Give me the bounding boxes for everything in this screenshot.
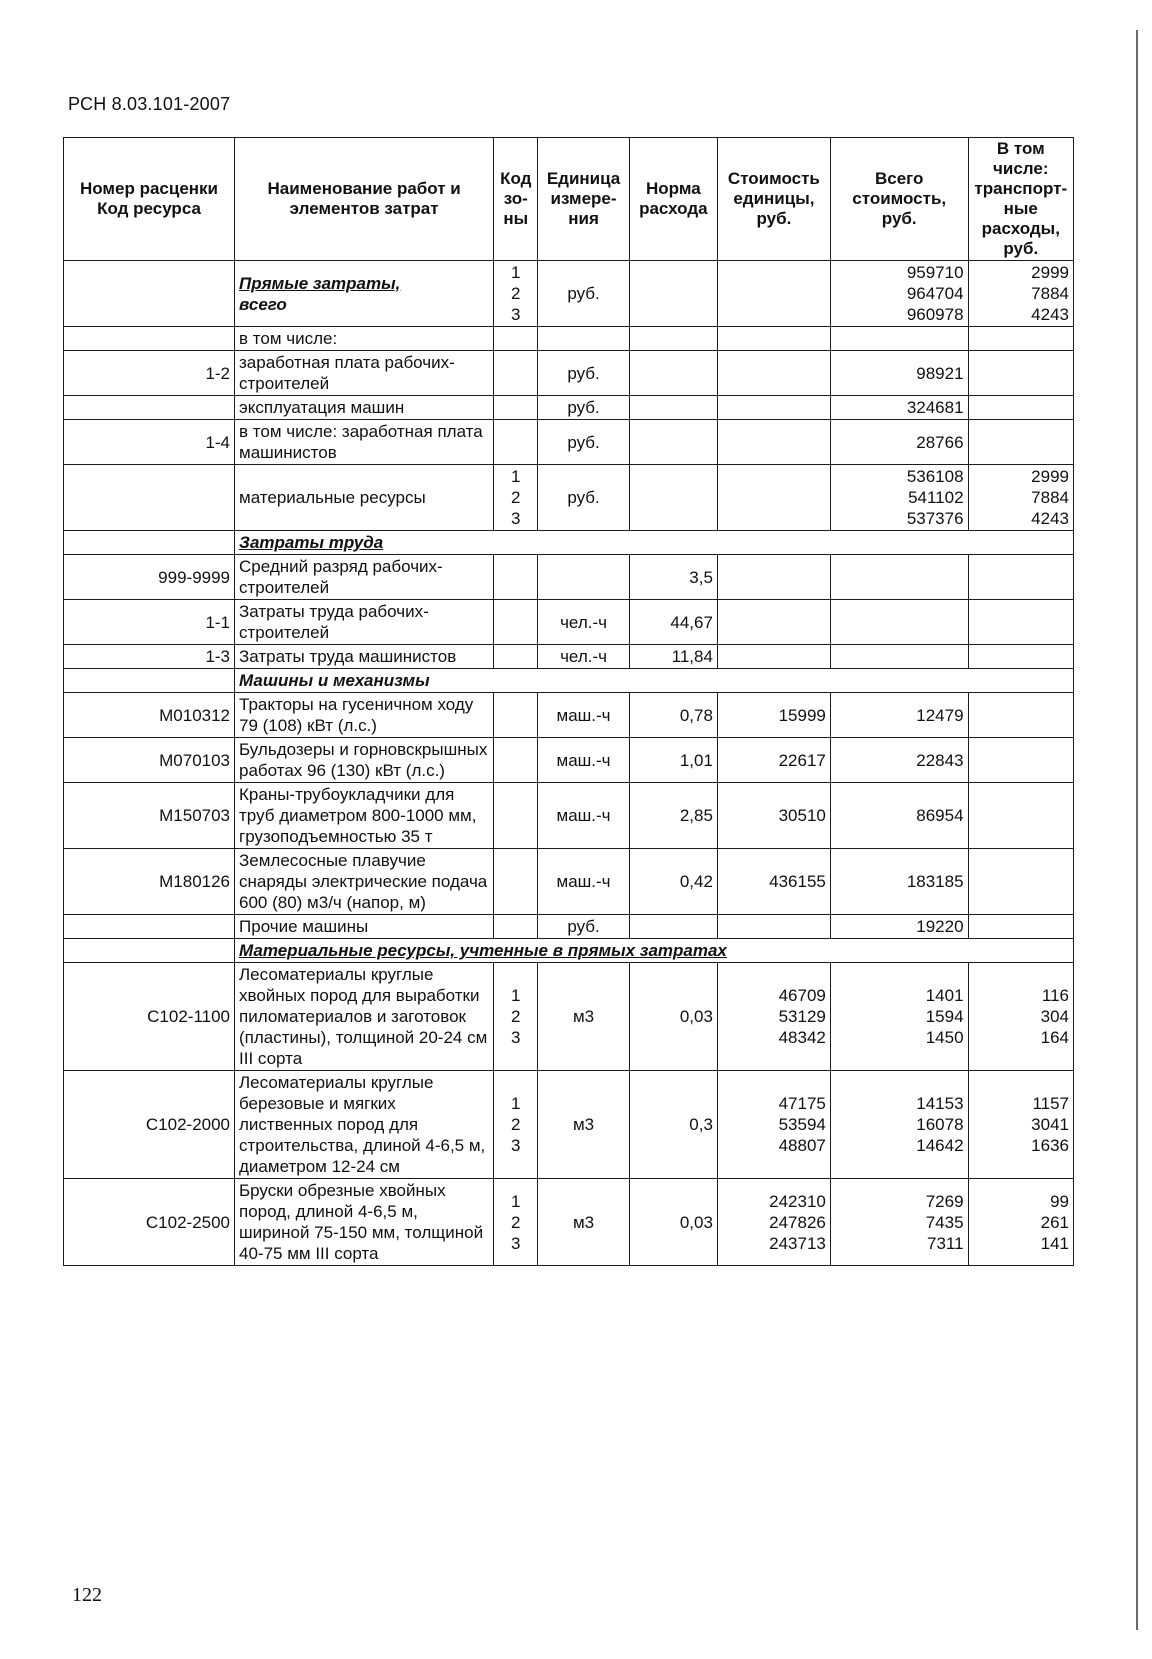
row-total: 324681 (830, 396, 968, 420)
zone-value: 1 (511, 467, 521, 486)
row-norm: 0,03 (629, 963, 717, 1071)
transport-value: 4243 (1031, 305, 1069, 324)
row-code: С102-1100 (64, 963, 235, 1071)
row-unit: руб. (538, 351, 629, 396)
unit-cost-value: 53129 (778, 1007, 826, 1026)
row-name: Затраты труда рабочих-строителей (235, 600, 494, 645)
section-row (64, 669, 1074, 693)
table-row (64, 783, 1074, 849)
row-code: 1-2 (64, 351, 235, 396)
unit-cost-value: 47175 (778, 1094, 826, 1113)
row-unit-cost (717, 261, 830, 327)
total-value: 960978 (906, 305, 964, 324)
direct-costs-title: Прямые затраты, (239, 273, 401, 293)
row-zones (494, 1179, 538, 1266)
transport-value: 164 (1040, 1028, 1069, 1047)
row-unit: маш.-ч (538, 783, 629, 849)
row-total: 28766 (830, 420, 968, 465)
transport-value: 261 (1040, 1212, 1069, 1232)
section-row (64, 939, 1074, 963)
row-unit: руб. (538, 396, 629, 420)
including-label: в том числе: (235, 327, 494, 351)
row-unit-cost: 30510 (717, 783, 830, 849)
section-title-materials: Материальные ресурсы, учтенные в прямых затратах (235, 939, 1074, 963)
unit-cost-value: 243713 (769, 1233, 826, 1253)
transport-value: 116 (1041, 986, 1069, 1005)
table-row (64, 396, 1074, 420)
total-value: 7435 (925, 1212, 964, 1232)
zone-value: 1 (511, 986, 521, 1005)
table-row (64, 261, 1074, 327)
transport-value: 304 (1040, 1007, 1069, 1026)
row-unit: м3 (538, 1179, 629, 1266)
row-norm: 0,42 (629, 849, 717, 915)
row-norm: 44,67 (629, 600, 717, 645)
row-totals (830, 1071, 968, 1179)
table-row (64, 465, 1074, 531)
header-name: Наименование работ и элементов затрат (235, 138, 494, 261)
zone-value: 2 (511, 1115, 521, 1134)
header-norm: Норма расхода (629, 138, 717, 261)
cost-table (63, 137, 1074, 1266)
row-name: Землесосные плавучие снаряды электрические подача 600 (80) м3/ч (напор, м) (235, 849, 494, 915)
unit-cost-value: 53594 (778, 1115, 826, 1134)
unit-cost-value: 48342 (778, 1028, 826, 1047)
page-edge-line (1136, 30, 1138, 1630)
row-code: 999-9999 (64, 555, 235, 600)
row-unit: м3 (538, 1071, 629, 1179)
zone-value: 2 (511, 1212, 521, 1232)
zone-value: 3 (511, 1136, 521, 1155)
unit-cost-value: 46709 (778, 986, 826, 1005)
total-value: 1450 (925, 1028, 964, 1047)
row-name: в том числе: заработная плата машинистов (235, 420, 494, 465)
transport-value: 3041 (1031, 1115, 1069, 1134)
table-row (64, 420, 1074, 465)
row-total: 19220 (830, 915, 968, 939)
table-row (64, 645, 1074, 669)
total-value: 541102 (908, 488, 964, 507)
row-code: 1-1 (64, 600, 235, 645)
unit-cost-value: 242310 (769, 1191, 826, 1211)
row-code: М150703 (64, 783, 235, 849)
row-total: 12479 (830, 693, 968, 738)
row-total: 22843 (830, 738, 968, 783)
transport-value: 1157 (1032, 1094, 1069, 1113)
transport-value: 2999 (1031, 467, 1069, 486)
zone-value: 2 (511, 488, 521, 507)
total-value: 537376 (906, 509, 964, 528)
header-zone: Код зо-ны (494, 138, 538, 261)
row-unit: руб. (538, 420, 629, 465)
row-name: Бруски обрезные хвойных пород, длиной 4-6,5 м, шириной 75-150 мм, толщиной 40-75 мм III сорта (235, 1179, 494, 1266)
total-value: 959710 (906, 263, 964, 282)
row-unit: маш.-ч (538, 849, 629, 915)
table-row (64, 600, 1074, 645)
row-totals (830, 1179, 968, 1266)
row-total: 98921 (830, 351, 968, 396)
row-unit: маш.-ч (538, 693, 629, 738)
page-number: 122 (72, 1584, 102, 1606)
row-code: М070103 (64, 738, 235, 783)
zone-value: 1 (511, 1191, 521, 1211)
row-name: Лесоматериалы круглые березовые и мягких лиственных пород для строительства, длиной 4-6,5 м, диаметром 12-24 см (235, 1071, 494, 1179)
total-value: 964704 (906, 284, 964, 303)
row-transport (968, 1179, 1073, 1266)
zone-value: 3 (511, 1233, 521, 1253)
row-unit: чел.-ч (538, 600, 629, 645)
row-total: 183185 (830, 849, 968, 915)
table-row (64, 693, 1074, 738)
transport-value: 2999 (1031, 263, 1069, 282)
table-row (64, 1071, 1074, 1179)
transport-value: 99 (1050, 1191, 1069, 1211)
row-name: Прочие машины (235, 915, 494, 939)
row-code (64, 261, 235, 327)
row-transport (968, 261, 1073, 327)
total-value: 1594 (925, 1007, 964, 1026)
zone-value: 3 (511, 509, 521, 528)
row-norm: 1,01 (629, 738, 717, 783)
zone-value: 3 (511, 1028, 521, 1047)
section-title-machines: Машины и механизмы (235, 669, 1074, 693)
total-value: 7269 (925, 1191, 964, 1211)
total-value: 7311 (926, 1233, 964, 1253)
row-name: Краны-трубоукладчики для труб диаметром 800-1000 мм, грузоподъемностью 35 т (235, 783, 494, 849)
transport-value: 7884 (1031, 488, 1069, 507)
row-name: материальные ресурсы (235, 465, 494, 531)
row-name: Затраты труда машинистов (235, 645, 494, 669)
row-name: эксплуатация машин (235, 396, 494, 420)
table-row (64, 555, 1074, 600)
row-unit-costs (717, 1179, 830, 1266)
row-zones (494, 963, 538, 1071)
row-zones (494, 1071, 538, 1179)
total-value: 14642 (916, 1136, 964, 1155)
row-unit: маш.-ч (538, 738, 629, 783)
table-row (64, 849, 1074, 915)
header-code: Номер расценки Код ресурса (64, 138, 235, 261)
table-header-row (64, 138, 1074, 261)
document-header: РСН 8.03.101-2007 (68, 94, 231, 114)
total-value: 536108 (906, 467, 964, 486)
total-value: 14153 (916, 1094, 964, 1113)
total-value: 16078 (916, 1115, 964, 1134)
header-unit: Единица измере-ния (538, 138, 629, 261)
row-name: Тракторы на гусеничном ходу 79 (108) кВт (л.с.) (235, 693, 494, 738)
row-unit-cost: 436155 (717, 849, 830, 915)
transport-value: 1636 (1031, 1136, 1069, 1155)
row-code: М180126 (64, 849, 235, 915)
unit-cost-value: 247826 (769, 1212, 826, 1232)
table-row (64, 915, 1074, 939)
row-norm: 3,5 (629, 555, 717, 600)
direct-costs-subtitle: всего (239, 294, 287, 314)
zone-value: 1 (511, 1094, 521, 1113)
row-name: Лесоматериалы круглые хвойных пород для выработки пиломатериалов и заготовок (пластины), толщиной 20-24 см III сорта (235, 963, 494, 1071)
unit-cost-value: 48807 (778, 1136, 826, 1155)
table-row (64, 1179, 1074, 1266)
row-code: С102-2000 (64, 1071, 235, 1179)
row-unit: руб. (538, 465, 629, 531)
zone-value: 2 (511, 1007, 521, 1026)
row-norm: 0,3 (629, 1071, 717, 1179)
zone-value: 3 (511, 305, 521, 324)
row-norm: 0,78 (629, 693, 717, 738)
row-total: 86954 (830, 783, 968, 849)
header-total: Всего стоимость, руб. (830, 138, 968, 261)
row-unit-cost: 22617 (717, 738, 830, 783)
row-unit-costs (717, 1071, 830, 1179)
table-row (64, 327, 1074, 351)
table-row (64, 963, 1074, 1071)
zone-value: 2 (511, 284, 521, 303)
row-norm: 2,85 (629, 783, 717, 849)
row-norm: 0,03 (629, 1179, 717, 1266)
row-code: 1-4 (64, 420, 235, 465)
transport-value: 4243 (1031, 509, 1069, 528)
row-name: Бульдозеры и горновскрышных работах 96 (130) кВт (л.с.) (235, 738, 494, 783)
zone-value: 1 (511, 263, 521, 282)
row-unit: чел.-ч (538, 645, 629, 669)
transport-value: 7884 (1031, 284, 1069, 303)
row-unit: м3 (538, 963, 629, 1071)
row-unit: руб. (538, 261, 629, 327)
row-unit: руб. (538, 915, 629, 939)
row-code: 1-3 (64, 645, 235, 669)
table-row (64, 738, 1074, 783)
row-zones (494, 261, 538, 327)
transport-value: 141 (1040, 1233, 1069, 1253)
row-totals (830, 465, 968, 531)
row-name (235, 261, 494, 327)
row-name: Средний разряд рабочих-строителей (235, 555, 494, 600)
header-transport: В том числе: транспорт-ные расходы, руб. (968, 138, 1073, 261)
row-zones (494, 465, 538, 531)
row-unit (538, 555, 629, 600)
row-norm (629, 261, 717, 327)
row-transport (968, 963, 1073, 1071)
table-row (64, 351, 1074, 396)
row-totals (830, 963, 968, 1071)
section-row (64, 531, 1074, 555)
row-transport (968, 465, 1073, 531)
row-unit-cost: 15999 (717, 693, 830, 738)
row-code: М010312 (64, 693, 235, 738)
row-totals (830, 261, 968, 327)
row-norm: 11,84 (629, 645, 717, 669)
header-unit-cost: Стоимость единицы, руб. (717, 138, 830, 261)
row-unit-costs (717, 963, 830, 1071)
total-value: 1401 (925, 986, 964, 1005)
row-transport (968, 1071, 1073, 1179)
row-name: заработная плата рабочих-строителей (235, 351, 494, 396)
row-code: С102-2500 (64, 1179, 235, 1266)
section-title-labor: Затраты труда (235, 531, 1074, 555)
